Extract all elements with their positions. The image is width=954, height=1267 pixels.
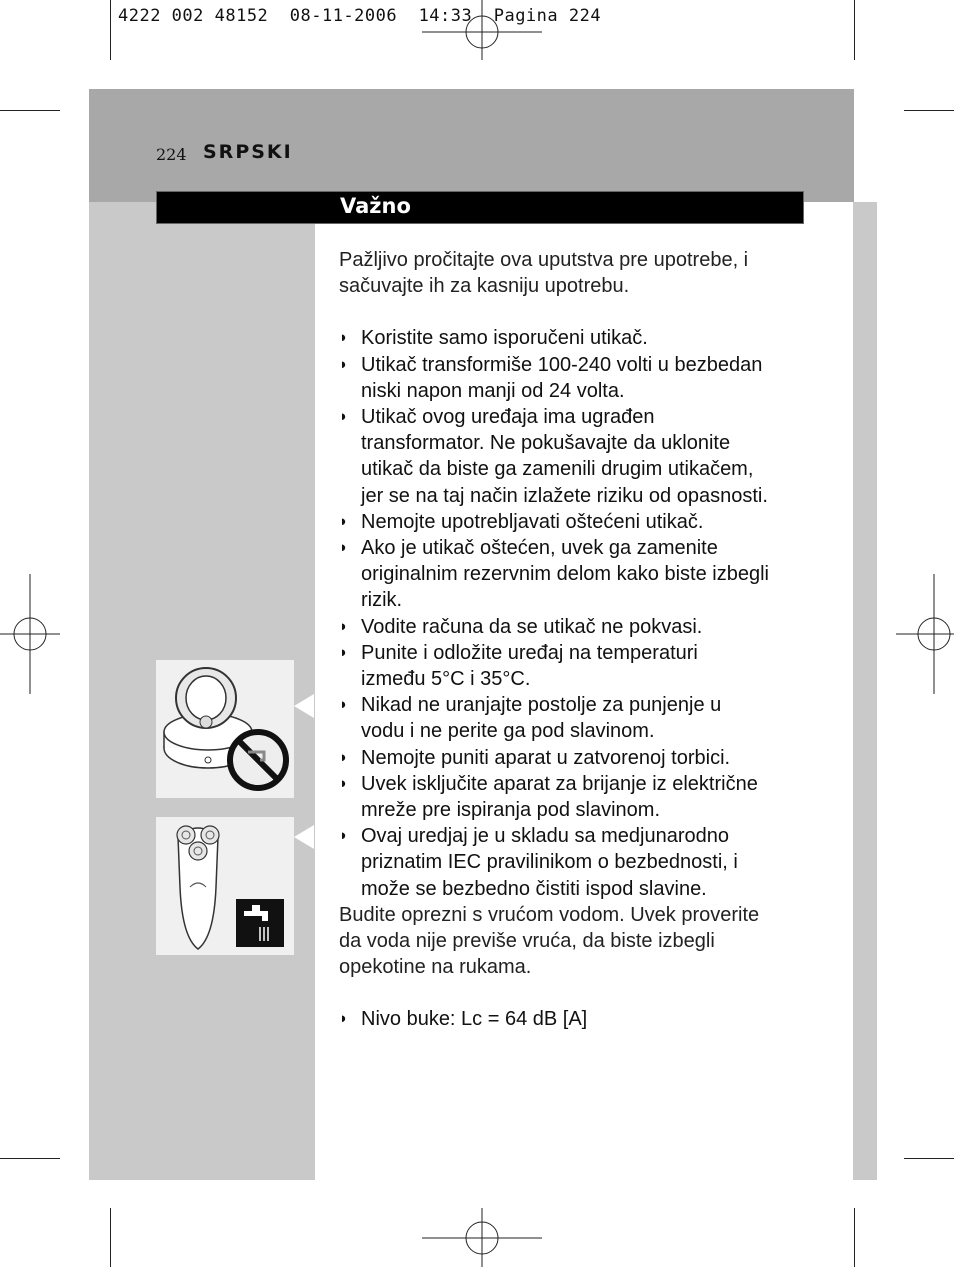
crop-mark [110,1208,111,1267]
list-item-line: jer se na taj način izlažete riziku od opasnosti. [361,484,768,507]
list-item [339,771,814,823]
list-item-line: Nikad ne uranjajte postolje za punjenje u [361,694,722,717]
charging-stand-no-water-icon [156,660,294,798]
list-item-line: vodu i ne perite ga pod slavinom. [361,720,655,743]
bullet-icon: ◗ [339,748,349,766]
bullet-icon: ◗ [339,1010,349,1028]
bullet-icon: ◗ [339,774,349,792]
list-item-line: priznatim IEC pravilinikom o bezbednosti, i [361,851,738,874]
list-item-line: Koristite samo isporučeni utikač. [361,327,648,350]
section-title: Važno [340,194,411,218]
note-line: Budite oprezni s vrućom vodom. Uvek proverite [339,903,760,926]
list-item-line: utikač da biste ga zamenili drugim utikačem, [361,458,754,481]
pointer-arrow [294,694,314,718]
list-item-line: niski napon manji od 24 volta. [361,379,625,402]
list-item-line: Utikač transformiše 100-240 volti u bezbedan [361,353,763,376]
bullet-icon: ◗ [339,617,349,635]
list-item-line: Ako je utikač oštećen, uvek ga zamenite [361,537,718,560]
shaver-under-tap-icon [156,817,294,955]
bullet-icon: ◗ [339,408,349,426]
charging-stand-illustration [156,660,294,798]
list-item [339,823,814,902]
list-item [339,640,814,692]
registration-mark-right [894,572,954,696]
crop-mark [110,0,111,60]
list-item-line: Utikač ovog uređaja ima ugrađen [361,406,655,429]
safety-list [339,325,814,901]
crop-mark [854,1208,855,1267]
list-item-line: Uvek isključite aparat za brijanje iz električne [361,772,758,795]
list-item-line: transformator. Ne pokušavajte da uklonite [361,432,731,455]
list-item [339,745,814,771]
bullet-icon: ◗ [339,512,349,530]
note-line: opekotine na rukama. [339,956,532,979]
right-strip [853,202,877,1180]
bullet-icon: ◗ [339,696,349,714]
bullet-icon: ◗ [339,643,349,661]
list-item-line: može se bezbedno čistiti ispod slavine. [361,877,707,900]
crop-mark [904,110,954,111]
list-item [339,1006,814,1032]
list-item-line: Punite i odložite uređaj na temperaturi [361,641,698,664]
list-item [339,509,814,535]
main-content [339,247,814,1033]
list-item [339,325,814,351]
crop-mark [904,1158,954,1159]
list-item-line: originalnim rezervnim delom kako biste izbegli [361,563,769,586]
note-line: da voda nije previše vruća, da biste izbegli [339,930,715,953]
list-item-line: Nemojte upotrebljavati oštećeni utikač. [361,510,704,533]
crop-mark [0,1158,60,1159]
registration-mark-top [420,0,544,62]
list-item-line: između 5°C i 35°C. [361,668,531,691]
list-item-line: Ovaj uredjaj je u skladu sa medjunarodno [361,825,729,848]
list-item [339,692,814,744]
pointer-arrow [294,825,314,849]
noise-level-text: Nivo buke: Lc = 64 dB [A] [361,1008,588,1031]
list-item [339,404,814,509]
list-item-line: mreže pre ispiranja pod slavinom. [361,799,661,822]
shaver-illustration [156,817,294,955]
list-item [339,614,814,640]
language-label: SRPSKI [203,141,293,163]
list-item [339,352,814,404]
list-item-line: rizik. [361,589,403,612]
print-header: 4222 002 48152 08-11-2006 14:33 Pagina 224 [118,6,602,26]
hot-water-note [339,902,814,981]
noise-list [339,1006,814,1032]
crop-mark [0,110,60,111]
list-item-line: Nemojte puniti aparat u zatvorenoj torbici. [361,746,731,769]
registration-mark-bottom [420,1208,544,1267]
bullet-icon: ◗ [339,329,349,347]
bullet-icon: ◗ [339,827,349,845]
section-title-bar [156,191,804,224]
intro-text: Pažljivo pročitajte ova uputstva pre upotrebe, i sačuvajte ih za kasniju upotrebu. [339,249,749,298]
page-number: 224 [156,145,187,164]
list-item [339,535,814,614]
list-item-line: Vodite računa da se utikač ne pokvasi. [361,615,703,638]
crop-mark [854,0,855,60]
bullet-icon: ◗ [339,539,349,557]
bullet-icon: ◗ [339,355,349,373]
registration-mark-left [0,572,62,696]
